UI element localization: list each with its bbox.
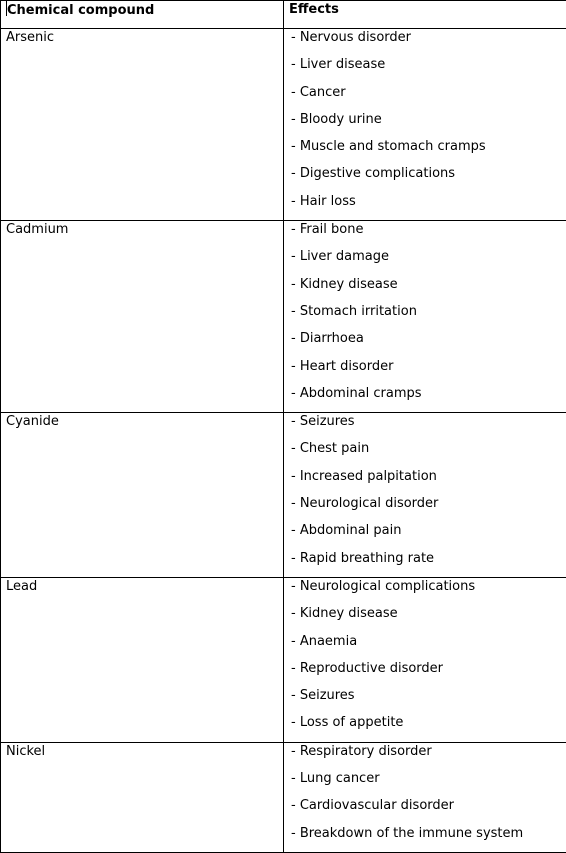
effect-item: - Liver disease [291, 56, 566, 83]
effect-item: - Reproductive disorder [291, 660, 566, 687]
effect-item: - Nervous disorder [291, 29, 566, 56]
compound-cell [1, 742, 284, 852]
effect-item: - Seizures [291, 687, 566, 714]
effect-item: - Chest pain [291, 440, 566, 467]
effect-item: - Cardiovascular disorder [291, 797, 566, 824]
table-body [1, 29, 566, 853]
effect-item: - Seizures [291, 413, 566, 440]
effects-cell [284, 221, 566, 413]
effect-item: - Lung cancer [291, 770, 566, 797]
header-row [1, 1, 566, 29]
effect-item: - Kidney disease [291, 605, 566, 632]
effect-item: - Increased palpitation [291, 468, 566, 495]
compound-name: Cadmium [1, 221, 283, 239]
effect-item: - Digestive complications [291, 165, 566, 192]
effect-item: - Cancer [291, 84, 566, 111]
effect-item: - Hair loss [291, 193, 566, 220]
compound-cell [1, 577, 284, 742]
effect-item: - Liver damage [291, 248, 566, 275]
header-compound-label: Chemical compound [7, 3, 154, 18]
effects-list [284, 221, 566, 412]
effect-item: - Neurological complications [291, 578, 566, 605]
effects-cell [284, 742, 566, 852]
compound-name: Arsenic [1, 29, 283, 47]
compound-cell [1, 221, 284, 413]
effect-item: - Anaemia [291, 633, 566, 660]
effect-item: - Rapid breathing rate [291, 550, 566, 577]
effect-item: - Respiratory disorder [291, 743, 566, 770]
effect-item: - Muscle and stomach cramps [291, 138, 566, 165]
effect-item: - Kidney disease [291, 276, 566, 303]
effects-cell [284, 577, 566, 742]
effect-item: - Neurological disorder [291, 495, 566, 522]
compound-name: Nickel [1, 743, 283, 761]
effects-cell [284, 413, 566, 578]
effects-list [284, 743, 566, 852]
effect-item: - Breakdown of the immune system [291, 825, 566, 852]
compound-cell [1, 29, 284, 221]
header-effects: Effects [284, 1, 566, 29]
compound-name: Lead [1, 578, 283, 596]
compound-name: Cyanide [1, 413, 283, 431]
effect-item: - Abdominal cramps [291, 385, 566, 412]
table-row [1, 742, 566, 852]
header-compound[interactable] [1, 1, 284, 29]
table-row [1, 577, 566, 742]
effect-item: - Bloody urine [291, 111, 566, 138]
table-row [1, 413, 566, 578]
compound-cell [1, 413, 284, 578]
effect-item: - Diarrhoea [291, 330, 566, 357]
table-row [1, 29, 566, 221]
effects-list [284, 578, 566, 742]
effect-item: - Abdominal pain [291, 522, 566, 549]
effects-list [284, 413, 566, 577]
effects-list [284, 29, 566, 220]
effect-item: - Stomach irritation [291, 303, 566, 330]
effects-cell [284, 29, 566, 221]
effect-item: - Heart disorder [291, 358, 566, 385]
effect-item: - Loss of appetite [291, 714, 566, 741]
effect-item: - Frail bone [291, 221, 566, 248]
table-row [1, 221, 566, 413]
